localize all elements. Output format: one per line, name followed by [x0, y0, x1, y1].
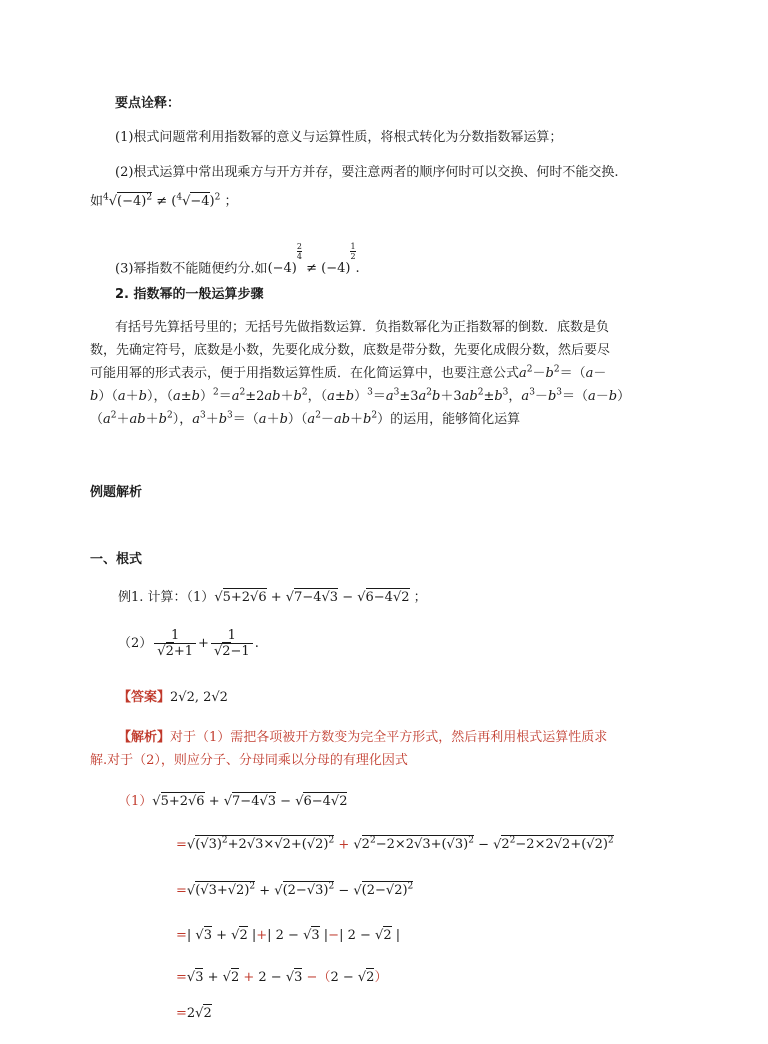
part-heading: 一、根式 — [90, 552, 143, 567]
solution-line-1: （1）√5+2√6 + √7−4√3 − √6−4√2 — [118, 794, 348, 809]
solution-line-3: $=√(√3+√2)^2 + √(2-√3)^2 - √(2-√2)^2$ — [176, 882, 414, 899]
solution-line-2: $=√(√3)^2+2√3\times√2+(√2)^2 + √2^2-2\times 2√3+(√3)^2 - √2^2-2\times 2√2+(√2)^2$ — [176, 836, 614, 853]
solution-line-4: =| √3 + √2 |+| 2 − √3 |−| 2 − √2 | — [176, 928, 401, 943]
steps-tail: 的运用，能够简化运算 — [390, 412, 521, 427]
solution-line-5: =√3 + √2 + 2 − √3 −（2 − √2） — [176, 970, 388, 985]
formula-example-2: $\frac{1}{√2+1}$ + $\frac{1}{√2-1}$ . — [152, 636, 259, 651]
steps-line-1: 有括号先算括号里的；无括号先做指数运算．负指数幂化为正指数幂的倒数．底数是负 — [115, 320, 610, 335]
analysis-text: 对于（1）需把各项被开方数变为完全平方形式，然后再利用根式运算性质求 — [170, 730, 608, 745]
analysis-line-1 — [118, 726, 607, 745]
solution-prefix: （1） — [118, 794, 153, 809]
steps-line-4: b）（a＋b），$(a\pm b)^2=a^2\pm 2ab+b^2$，$(a\pm b)^3=a^3\pm 3a^2b+3ab^2\pm b^3$，$a^3-b^3=(a-b)$ — [90, 387, 631, 404]
examples-heading: 例题解析 — [90, 485, 143, 500]
steps-line-2: 数，先确定符号，底数是小数，先要化成分数，底数是带分数，先要化成假分数，然后要尽 — [90, 343, 611, 358]
formula-root-order: $^4√(-4)^2 \ne (^4√-4)^2$ ； — [103, 192, 238, 209]
point-2-example — [90, 190, 237, 209]
answer — [118, 686, 228, 705]
point-3-prefix: (3)幂指数不能随便约分.如 — [115, 261, 268, 277]
section-title: 要点诠释： — [115, 96, 181, 111]
formula-example-1: √5+2√6 + √7−4√3 − √6−4√2 ； — [214, 590, 427, 605]
point-1: (1)根式问题常利用指数幂的意义与运算性质，将根式转化为分数指数幂运算； — [115, 130, 563, 145]
formula-exponent-reduce: (−4) $^{\frac{2}{4}}$ ≠ (−4) $^{\frac{1}{2}}$ . — [267, 242, 360, 277]
example-1-part-2 — [118, 628, 259, 659]
point-3 — [115, 242, 360, 276]
answer-label: 【答案】 — [118, 690, 171, 705]
point-2-prefix: 如 — [90, 194, 104, 209]
steps-line-3 — [90, 362, 606, 381]
heading-2: 2. 指数幂的一般运算步骤 — [115, 287, 264, 302]
example-label: 例1. 计算：（1） — [118, 590, 215, 605]
example-1-part-1 — [118, 586, 427, 605]
example-part2-label: （2） — [118, 636, 153, 651]
analysis-line-2: 解.对于（2），则应分子、分母同乘以分母的有理化因式 — [90, 753, 408, 768]
formula-diff-squares-a: $a^2-b^2=(a-$ — [519, 364, 607, 381]
point-2: (2)根式运算中常出现乘方与开方并存，要注意两者的顺序何时可以交换、何时不能交换. — [115, 165, 619, 180]
analysis-label: 【解析】 — [118, 730, 171, 745]
steps-line-3-text: 可能用幂的形式表示，便于用指数运算性质．在化简运算中，也要注意公式 — [90, 366, 520, 381]
steps-line-5: $(a^2+ab+b^2)$，$a^3+b^3=(a+b)(a^2-ab+b^2)$的运用，能够简化运算 — [90, 410, 521, 427]
solution-line-6: =2√2 — [176, 1006, 212, 1021]
answer-value: 2√2, 2√2 — [170, 690, 228, 705]
